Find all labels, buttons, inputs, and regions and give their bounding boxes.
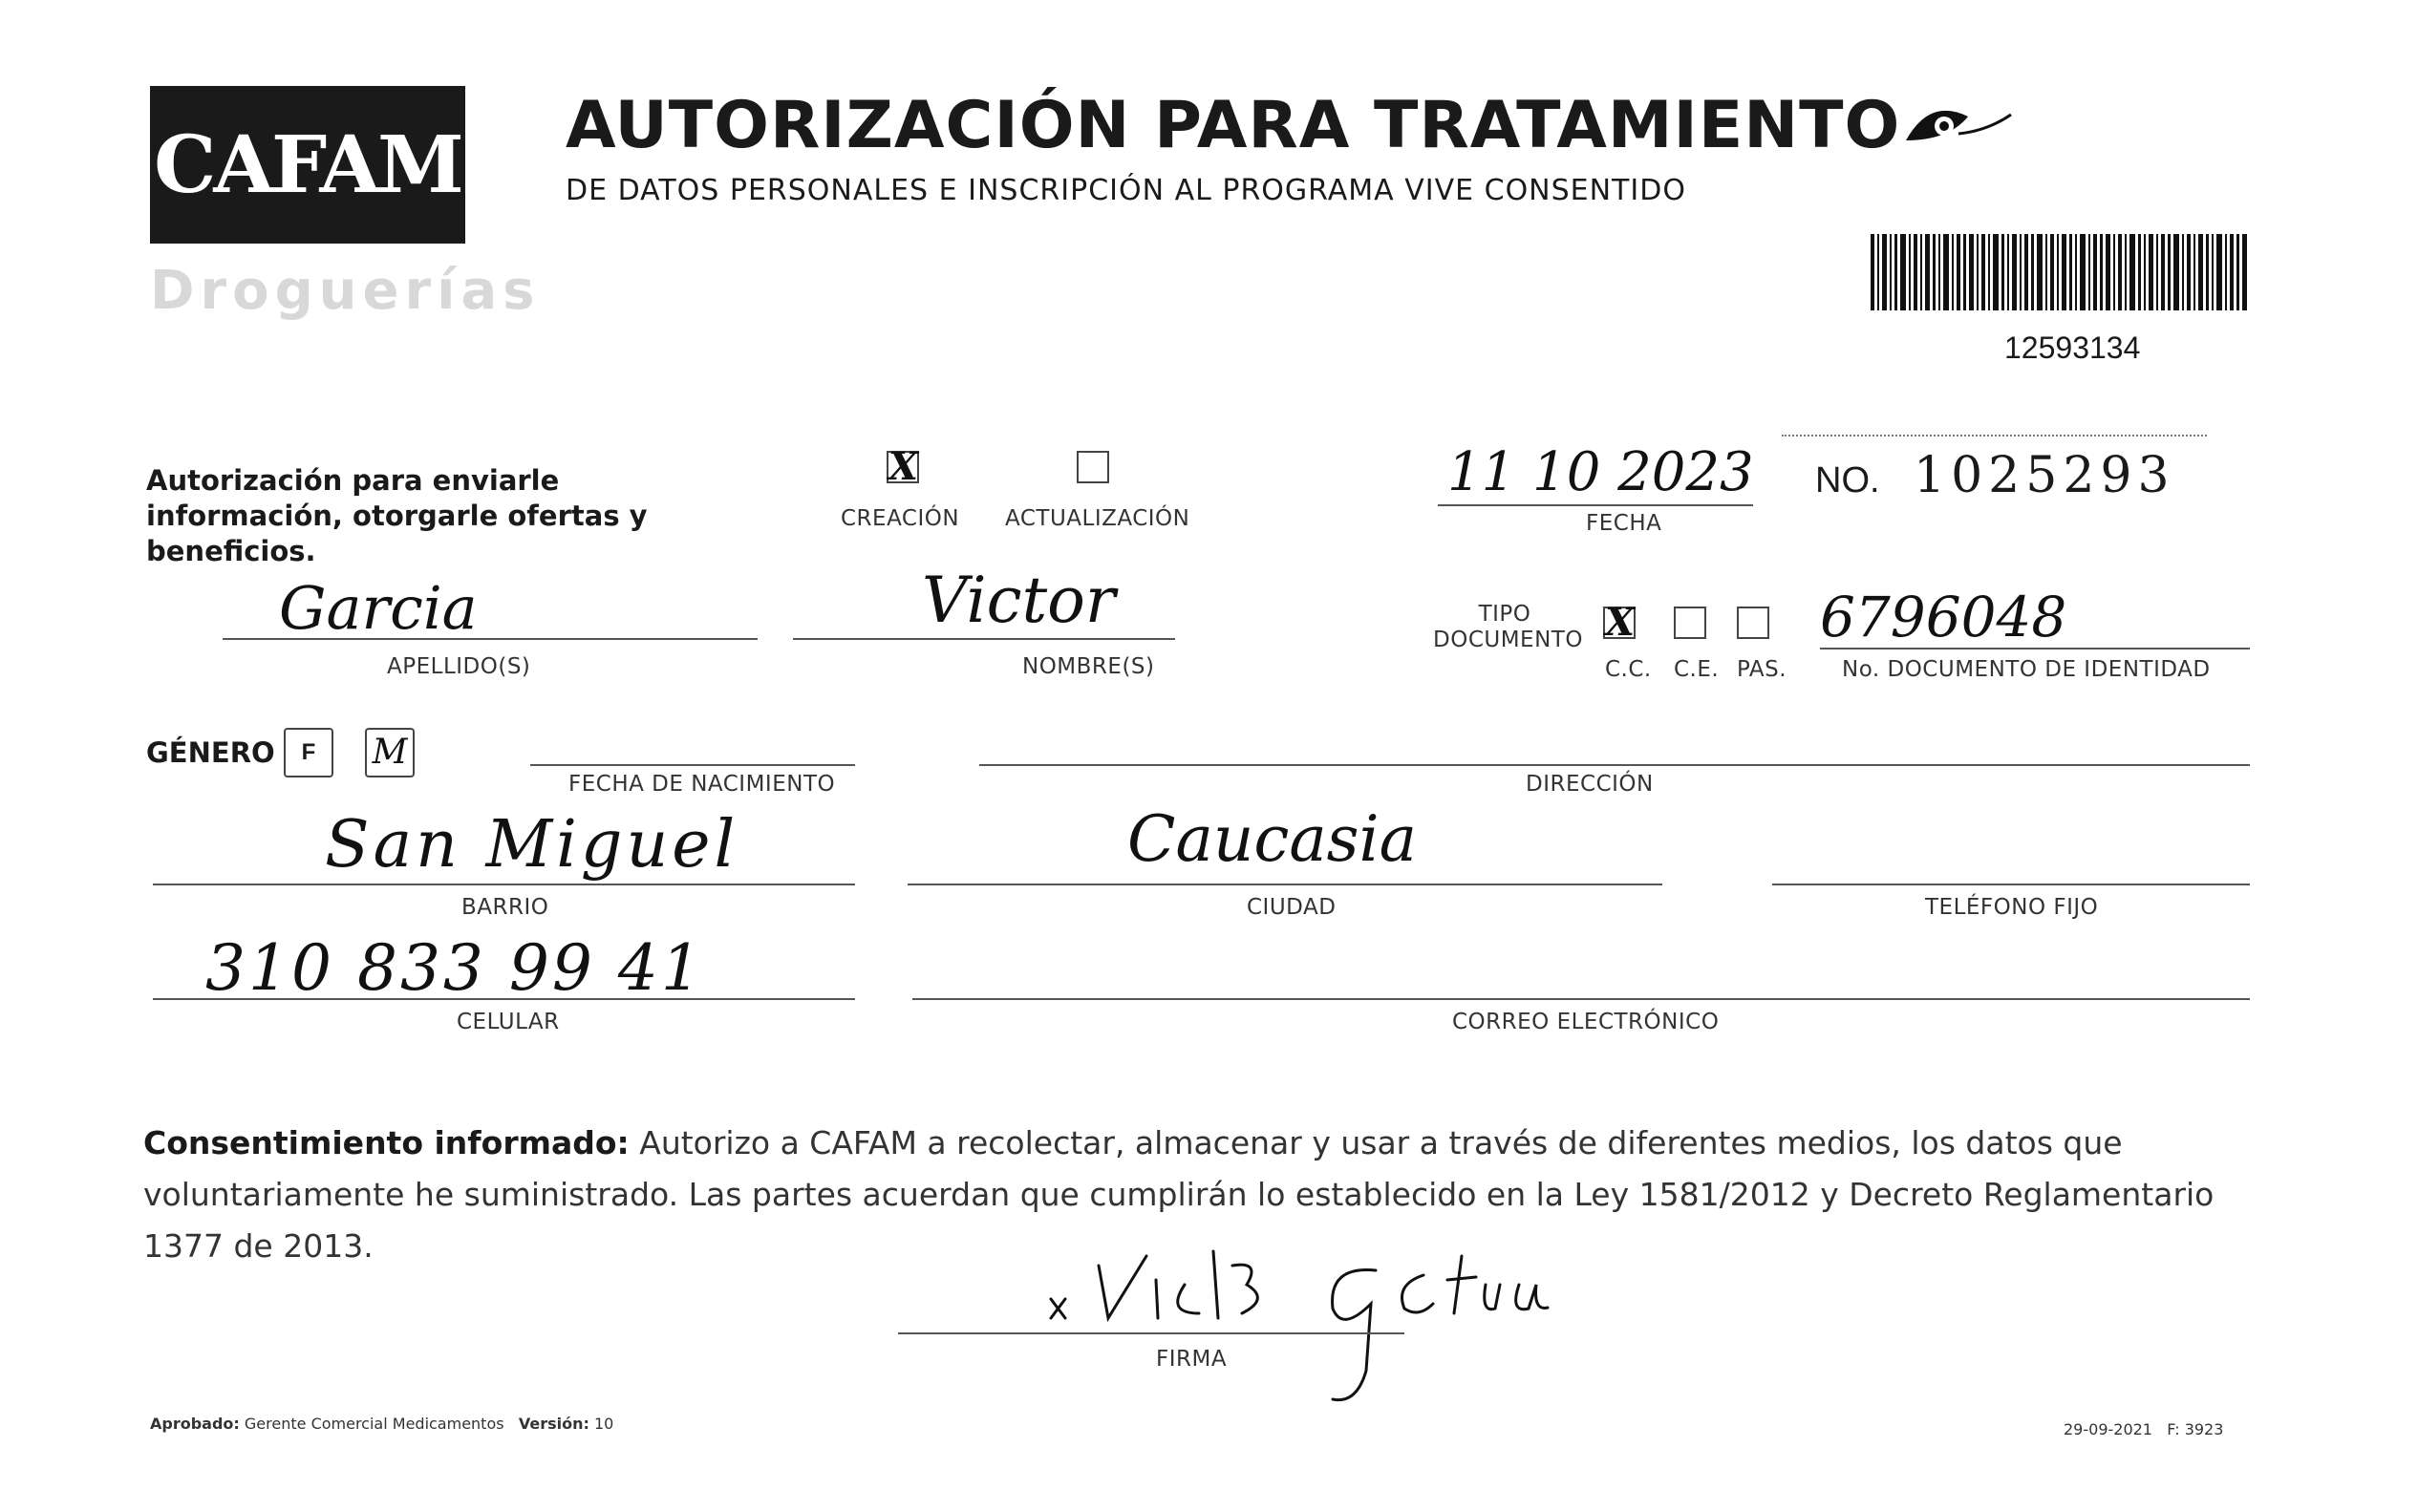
creacion-mark: X (888, 444, 919, 489)
ciudad-label: CIUDAD (1247, 895, 1337, 920)
apellidos-label: APELLIDO(S) (387, 654, 531, 679)
actualizacion-label: ACTUALIZACIÓN (1005, 506, 1190, 531)
no-value: 1025293 (1914, 447, 2175, 504)
cc-checkbox[interactable] (1603, 600, 1636, 645)
genero-label: GÉNERO (146, 736, 275, 769)
cc-label: C.C. (1605, 657, 1652, 682)
consent-text: Autorizo a CAFAM a recolectar, almacenar y usar a través de diferentes medios, los datos que voluntariamente he suministrado. Las partes acuerdan que cumplirán lo establecido en la Ley 1581/2012 y Decreto Reglamentario 1377 de 2013. (143, 1124, 2215, 1265)
actualizacion-checkbox[interactable] (1077, 451, 1109, 483)
direccion-label: DIRECCIÓN (1526, 772, 1654, 797)
ce-label: C.E. (1674, 657, 1720, 682)
aprobado-value: Gerente Comercial Medicamentos (244, 1415, 504, 1433)
creacion-checkbox[interactable] (887, 444, 919, 489)
genero-m-checkbox[interactable] (365, 728, 415, 777)
signature-image[interactable] (1013, 1227, 1739, 1418)
tipo-documento-label: TIPO DOCUMENTO (1433, 602, 1583, 652)
cafam-logo (150, 86, 465, 244)
ce-checkbox[interactable] (1674, 607, 1706, 639)
barcode-icon (1871, 234, 2248, 310)
celular-value[interactable]: 310 833 99 41 (205, 931, 704, 1005)
apellidos-value[interactable]: Garcia (279, 573, 478, 643)
form-subtitle: DE DATOS PERSONALES E INSCRIPCIÓN AL PROGRAMA VIVE CONSENTIDO (566, 174, 1686, 207)
barrio-label: BARRIO (461, 895, 549, 920)
logo-text: CAFAM (154, 118, 461, 211)
pas-checkbox[interactable] (1737, 607, 1769, 639)
form-title: AUTORIZACIÓN PARA TRATAMIENTO (566, 88, 1901, 163)
documento-value[interactable]: 6796048 (1820, 585, 2067, 650)
documento-label: No. DOCUMENTO DE IDENTIDAD (1842, 657, 2211, 682)
nombres-value[interactable]: Victor (922, 564, 1116, 637)
droguerias-sublogo: Droguerías (150, 260, 541, 322)
barcode-number: 12593134 (2004, 330, 2141, 365)
firma-label: FIRMA (1156, 1347, 1228, 1372)
version-label: Versión: (518, 1415, 589, 1433)
creacion-label: CREACIÓN (841, 506, 960, 531)
fecha-value[interactable]: 11 10 2023 (1447, 441, 1754, 503)
ciudad-value[interactable]: Caucasia (1127, 802, 1417, 876)
genero-f-label: F (301, 739, 316, 765)
genero-f-checkbox[interactable] (284, 728, 333, 777)
date-code: 29-09-2021 (2064, 1420, 2152, 1438)
nacimiento-label: FECHA DE NACIMIENTO (568, 772, 836, 797)
celular-label: CELULAR (457, 1010, 560, 1034)
pas-label: PAS. (1737, 657, 1787, 682)
consent-heading: Consentimiento informado: (143, 1124, 630, 1161)
cc-mark: X (1605, 600, 1636, 645)
footer-approval (150, 1415, 613, 1433)
footer-codes (2064, 1420, 2223, 1438)
no-label: NO. (1815, 460, 1880, 500)
genero-m-mark: M (372, 733, 408, 772)
nombres-label: NOMBRE(S) (1022, 654, 1155, 679)
eye-logo-icon (1901, 88, 2016, 155)
aprobado-label: Aprobado: (150, 1415, 240, 1433)
telefono-label: TELÉFONO FIJO (1925, 895, 2099, 920)
fecha-label: FECHA (1586, 511, 1662, 536)
form-code: F: 3923 (2167, 1420, 2224, 1438)
correo-label: CORREO ELECTRÓNICO (1452, 1010, 1720, 1034)
barrio-value[interactable]: San Miguel (325, 807, 739, 883)
version-value: 10 (593, 1415, 614, 1433)
authorization-label: Autorización para enviarle información, otorgarle ofertas y beneficios. (146, 464, 648, 567)
